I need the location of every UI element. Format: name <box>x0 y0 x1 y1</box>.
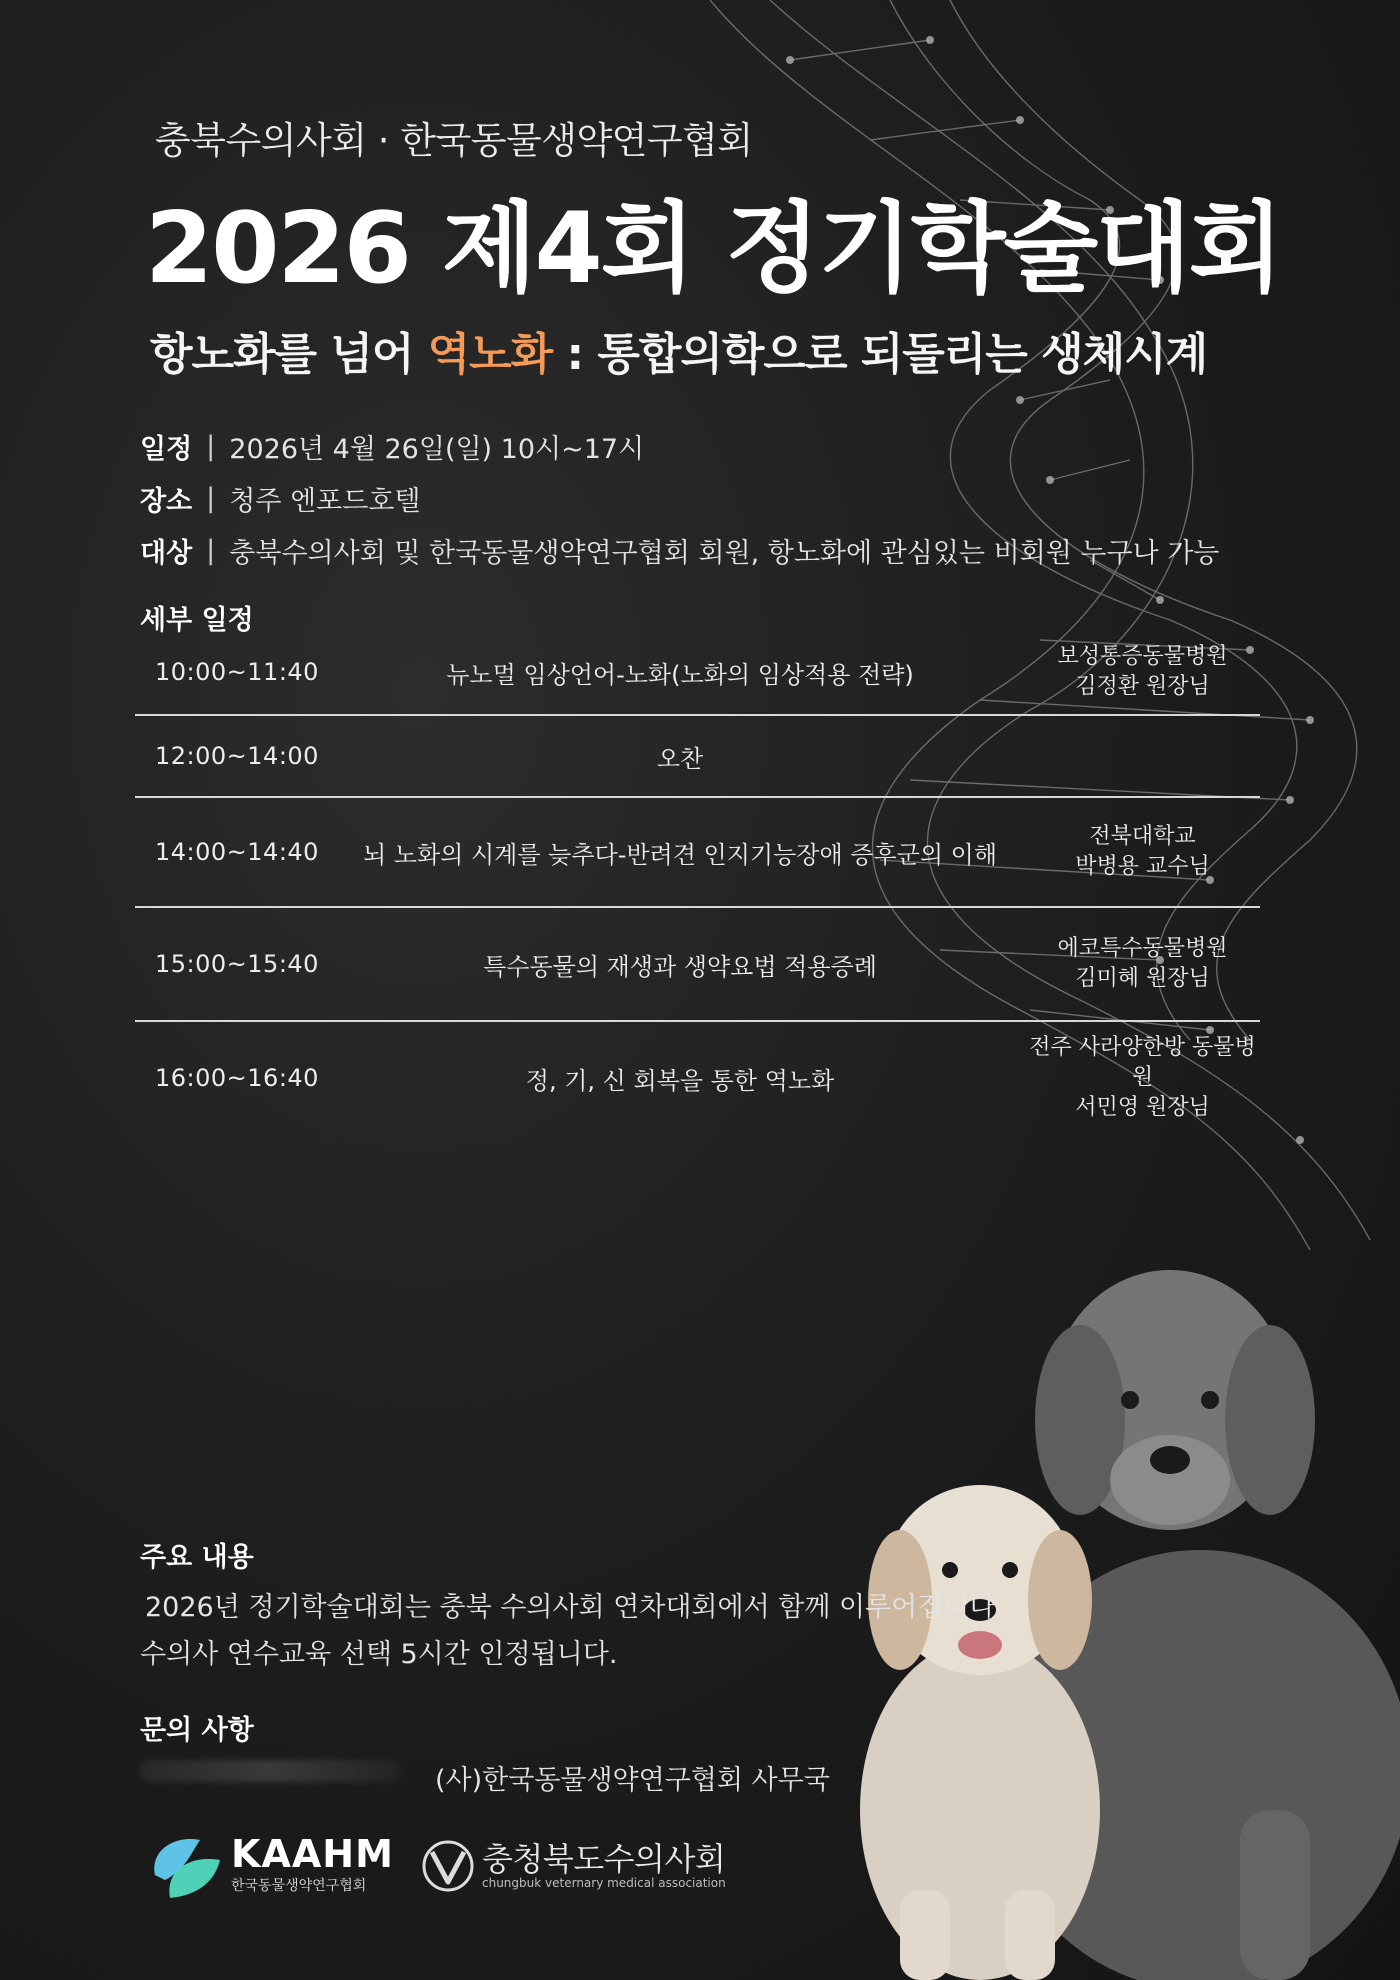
cvma-emblem-icon <box>420 1838 476 1894</box>
schedule-row <box>135 716 1260 798</box>
info-label: 일정 <box>140 433 193 465</box>
subtitle-post: : 통합의학으로 되돌리는 생체시계 <box>552 329 1208 380</box>
schedule-speaker <box>1025 934 1260 994</box>
contact-heading: 문의 사항 <box>140 1715 254 1746</box>
info-date <box>140 420 1219 472</box>
info-label: 대상 <box>140 537 193 569</box>
main-content-heading: 주요 내용 <box>140 1542 254 1573</box>
info-separator: | <box>206 534 216 566</box>
cvma-subtitle: chungbuk veternary medical association <box>482 1876 726 1890</box>
schedule-row <box>135 1022 1260 1134</box>
schedule-time: 15:00~15:40 <box>155 950 319 978</box>
speaker-org: 전주 사라양한방 동물병원 <box>1029 1035 1256 1090</box>
speaker-org: 전북대학교 <box>1089 824 1196 849</box>
speaker-org: 보성통증동물병원 <box>1057 644 1228 669</box>
info-separator: | <box>206 430 216 462</box>
cvma-name: 충청북도수의사회 <box>482 1840 726 1878</box>
info-label: 장소 <box>140 485 193 517</box>
kaahm-subtitle: 한국동물생약연구협회 <box>231 1878 367 1894</box>
speaker-name: 서민영 원장님 <box>1075 1095 1210 1120</box>
schedule-row <box>135 798 1260 908</box>
contact-office: (사)한국동물생약연구협회 사무국 <box>435 1765 830 1796</box>
schedule-table <box>135 630 1260 1134</box>
schedule-heading: 세부 일정 <box>140 605 254 636</box>
schedule-row <box>135 630 1260 716</box>
speaker-name: 김미혜 원장님 <box>1075 966 1210 991</box>
info-value: 2026년 4월 26일(일) 10시~17시 <box>229 433 645 465</box>
organizers-line: 충북수의사회 · 한국동물생약연구협회 <box>155 119 753 162</box>
schedule-topic: 뇌 노화의 시계를 늦추다-반려견 인지기능장애 증후군의 이해 <box>362 840 998 869</box>
subtitle-accent: 역노화 <box>427 329 553 380</box>
schedule-topic: 정, 기, 신 회복을 통한 역노화 <box>525 1066 835 1095</box>
schedule-time: 16:00~16:40 <box>155 1064 319 1092</box>
schedule-time: 12:00~14:00 <box>155 742 319 770</box>
info-audience <box>140 524 1219 576</box>
page-title: 2026 제4회 정기학술대회 <box>145 192 1282 306</box>
schedule-row <box>135 908 1260 1022</box>
event-info <box>140 420 1219 576</box>
info-value: 청주 엔포드호텔 <box>229 485 421 517</box>
kaahm-leaf-icon <box>145 1830 223 1900</box>
main-content-line-1: 2026년 정기학술대회는 충북 수의사회 연차대회에서 함께 이루어집니다. <box>145 1592 1005 1623</box>
info-value: 충북수의사회 및 한국동물생약연구협회 회원, 항노화에 관심있는 비회원 누구나 가능 <box>229 537 1220 569</box>
schedule-topic: 오찬 <box>656 744 704 773</box>
info-separator: | <box>206 482 216 514</box>
cvma-logo <box>420 1838 726 1894</box>
redacted-contact-info <box>140 1760 400 1782</box>
schedule-speaker <box>1025 822 1260 882</box>
subtitle-pre: 항노화를 넘어 <box>150 329 428 380</box>
schedule-speaker <box>1025 1033 1260 1123</box>
golden-retriever-puppy <box>860 1485 1100 1980</box>
kaahm-name: KAAHM <box>231 1832 394 1876</box>
kaahm-logo <box>145 1830 394 1900</box>
info-venue <box>140 472 1219 524</box>
subtitle <box>150 318 1207 382</box>
speaker-name: 김정환 원장님 <box>1075 674 1210 699</box>
schedule-topic: 뉴노멀 임상언어-노화(노화의 임상적용 전략) <box>446 660 914 689</box>
schedule-topic: 특수동물의 재생과 생약요법 적용증례 <box>483 952 877 981</box>
speaker-name: 박병용 교수님 <box>1075 854 1210 879</box>
main-content-line-2: 수의사 연수교육 선택 5시간 인정됩니다. <box>140 1639 618 1670</box>
schedule-time: 10:00~11:40 <box>155 658 319 686</box>
schedule-time: 14:00~14:40 <box>155 838 319 866</box>
schedule-speaker <box>1025 642 1260 702</box>
speaker-org: 에코특수동물병원 <box>1057 936 1228 961</box>
